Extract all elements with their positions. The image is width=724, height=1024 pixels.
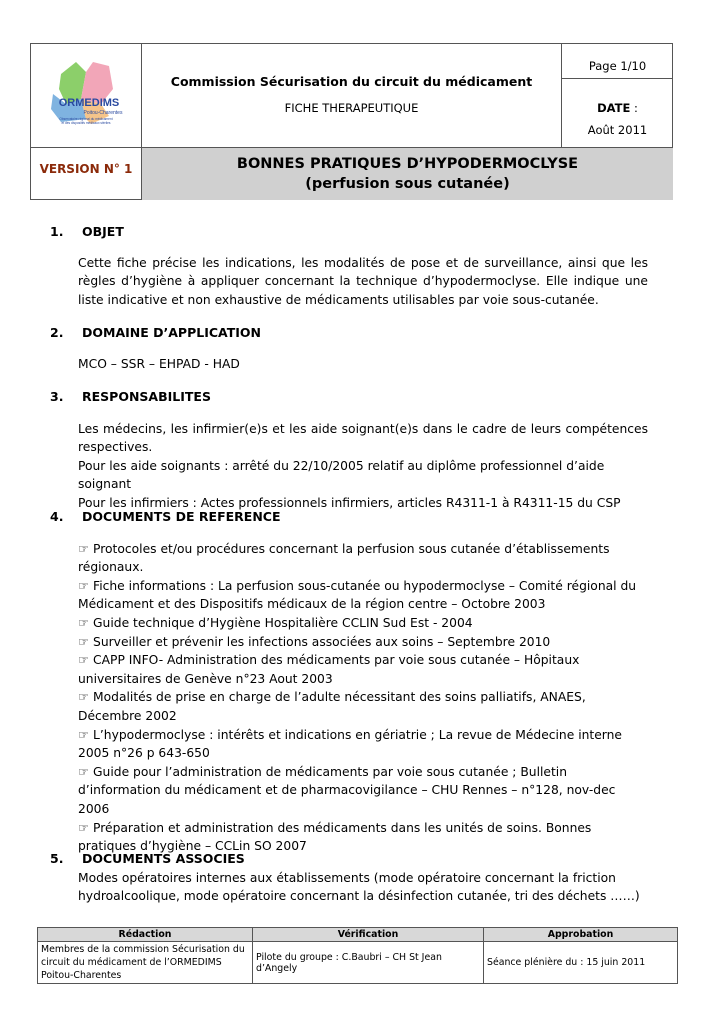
pointing-hand-icon: ☞ — [78, 653, 90, 668]
svg-text:ORMEDIMS: ORMEDIMS — [58, 97, 120, 109]
section-text: Les médecins, les infirmier(e)s et les aide soignant(e)s dans le cadre de leurs compétences respectives. — [78, 421, 648, 455]
section-documents-reference — [50, 508, 650, 856]
reference-text: L’hypodermoclyse : intérêts et indications en gériatrie ; La revue de Médecine interne 2005 n°26 p 643-650 — [78, 727, 622, 761]
date-label: DATE — [597, 101, 631, 115]
fiche-type: FICHE THERAPEUTIQUE — [284, 101, 419, 115]
section-number: 3. — [50, 389, 64, 404]
reference-text: Modalités de prise en charge de l’adulte nécessitant des soins palliatifs, ANAES, Décembre 2002 — [78, 690, 586, 723]
section-title: DOCUMENTS ASSOCIES — [82, 851, 245, 866]
reference-text: Préparation et administration des médicaments dans les unités de soins. Bonnes pratiques d’hygiène – CCLin SO 2007 — [78, 820, 592, 854]
section-text: Cette fiche précise les indications, les modalités de pose et de surveillance, ainsi que les règles d’hygiène à appliquer concernant la technique d’hypodermoclyse. Elle indique une liste indicative et non exhaustive de médicaments utilisables par voie sous-cutanée. — [78, 255, 648, 307]
reference-item — [78, 614, 648, 633]
pointing-hand-icon: ☞ — [78, 615, 90, 630]
reference-list — [50, 540, 650, 856]
section-documents-associes — [50, 850, 650, 906]
title-line-2: (perfusion sous cutanée) — [305, 176, 510, 192]
reference-text: CAPP INFO- Administration des médicaments par voie sous cutanée – Hôpitaux universitaires de Genève n°23 Aout 2003 — [78, 653, 580, 686]
header-approbation: Approbation — [484, 928, 678, 942]
commission-title: Commission Sécurisation du circuit du médicament — [170, 74, 533, 89]
section-title: RESPONSABILITES — [82, 389, 211, 404]
section-text: Pour les infirmiers : Actes professionnels infirmiers, articles R4311-1 à R4311-15 du CSP — [78, 495, 621, 510]
section-responsabilites — [50, 388, 650, 513]
logo — [31, 44, 142, 148]
pointing-hand-icon: ☞ — [78, 690, 90, 705]
approval-table — [37, 927, 678, 984]
section-number: 2. — [50, 325, 64, 340]
redaction-cell: Membres de la commission Sécurisation du circuit du médicament de l’ORMEDIMS Poitou-Charentes — [38, 942, 253, 984]
svg-text:et des dispositifs médicaux st: et des dispositifs médicaux stériles — [61, 121, 111, 125]
pointing-hand-icon: ☞ — [78, 541, 90, 556]
section-number: 4. — [50, 509, 64, 524]
reference-item — [78, 763, 648, 819]
pointing-hand-icon: ☞ — [78, 820, 90, 835]
reference-item — [78, 726, 648, 763]
reference-item — [78, 651, 648, 688]
section-number: 5. — [50, 851, 64, 866]
approbation-cell: Séance plénière du : 15 juin 2011 — [484, 942, 678, 984]
date-cell — [562, 79, 673, 148]
section-domaine — [50, 324, 650, 373]
title-line-1: BONNES PRATIQUES D’HYPODERMOCLYSE — [236, 156, 579, 172]
pointing-hand-icon: ☞ — [78, 764, 90, 779]
section-text: Modes opératoires internes aux établissements (mode opératoire concernant la friction hydroalcoolique, mode opératoire concernant la désinfection cutanée, tri des déchets ……) — [78, 870, 640, 904]
pointing-hand-icon: ☞ — [78, 578, 90, 593]
reference-item — [78, 688, 648, 725]
header-center — [142, 44, 562, 148]
section-number: 1. — [50, 224, 64, 239]
svg-text:Poitou-Charentes: Poitou-Charentes — [83, 110, 123, 116]
section-text: Pour les aide soignants : arrêté du 22/10/2005 relatif au diplôme professionnel d’aide soignant — [78, 458, 605, 492]
version: VERSION N° 1 — [31, 148, 142, 200]
section-title: DOCUMENTS DE REFERENCE — [82, 509, 281, 524]
svg-text:Observatoire régional du médic: Observatoire régional du médicament — [59, 117, 113, 121]
document-header — [30, 43, 673, 200]
ormedims-logo-icon — [31, 44, 142, 148]
pointing-hand-icon: ☞ — [78, 634, 90, 649]
date-value: Août 2011 — [587, 123, 648, 137]
reference-text: Surveiller et prévenir les infections associées aux soins – Septembre 2010 — [93, 634, 551, 649]
section-text: MCO – SSR – EHPAD - HAD — [78, 356, 240, 371]
section-title: DOMAINE D’APPLICATION — [82, 325, 261, 340]
document-title — [142, 148, 673, 200]
pointing-hand-icon: ☞ — [78, 727, 90, 742]
section-title: OBJET — [82, 224, 124, 239]
reference-item — [78, 577, 648, 614]
reference-item — [78, 633, 648, 652]
section-objet — [50, 223, 650, 309]
date-sep: : — [630, 101, 638, 115]
header-verification: Vérification — [253, 928, 484, 942]
page-number: Page 1/10 — [562, 44, 673, 79]
reference-item — [78, 540, 648, 577]
verification-cell: Pilote du groupe : C.Baubri – CH St Jean d’Angely — [253, 942, 484, 984]
reference-text: Guide technique d’Hygiène Hospitalière CCLIN Sud Est - 2004 — [93, 615, 473, 630]
header-redaction: Rédaction — [38, 928, 253, 942]
reference-text: Guide pour l’administration de médicaments par voie sous cutanée ; Bulletin d’information du médicament et de pharmacovigilance – CHU Rennes – n°128, nov-dec 2006 — [78, 764, 616, 816]
reference-text: Fiche informations : La perfusion sous-cutanée ou hypodermoclyse – Comité régional du Médicament et des Dispositifs médicaux de la région centre – Octobre 2003 — [78, 578, 637, 612]
reference-text: Protocoles et/ou procédures concernant la perfusion sous cutanée d’établissements régionaux. — [78, 541, 610, 575]
